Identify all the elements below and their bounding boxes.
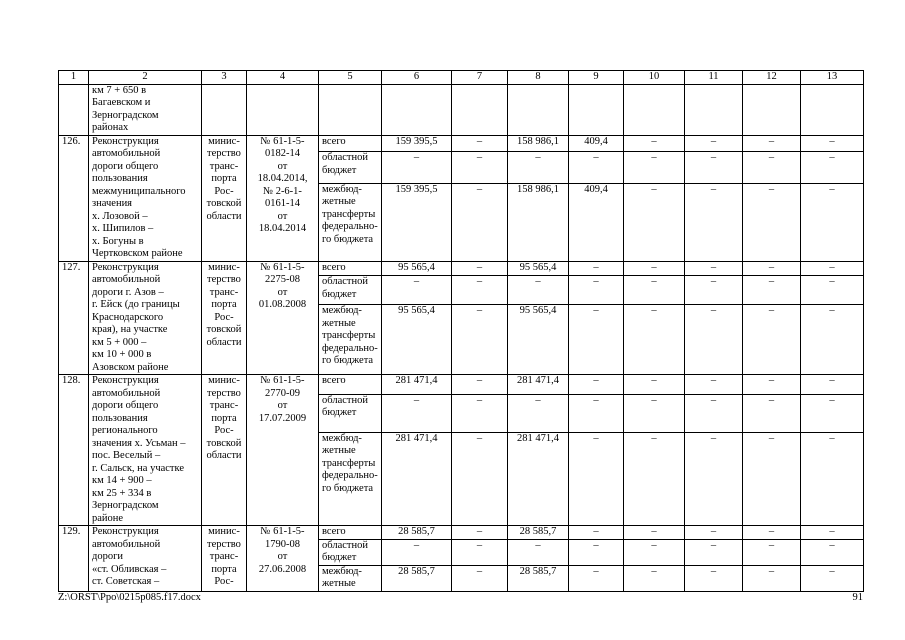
amount-cell: – — [508, 152, 569, 184]
amount-cell: – — [624, 432, 685, 525]
amount-cell: 281 471,4 — [508, 432, 569, 525]
amount-cell: – — [452, 152, 508, 184]
amount-cell: 409,4 — [569, 135, 624, 152]
amount-cell: – — [452, 432, 508, 525]
column-number: 3 — [202, 71, 247, 85]
funding-source-cell: областной бюджет — [319, 539, 382, 565]
amount-cell: – — [743, 305, 801, 375]
amount-cell: – — [801, 539, 864, 565]
amount-cell: – — [685, 375, 743, 395]
executor-cell: минис- терство транс- порта Рос- товской области — [202, 135, 247, 261]
amount-cell: – — [624, 152, 685, 184]
amount-cell: – — [624, 375, 685, 395]
funding-source-cell: всего — [319, 135, 382, 152]
column-number: 5 — [319, 71, 382, 85]
amount-cell: – — [624, 526, 685, 540]
amount-cell: – — [743, 276, 801, 305]
amount-cell: – — [569, 539, 624, 565]
amount-cell: – — [801, 183, 864, 261]
column-number: 6 — [382, 71, 452, 85]
table-row — [59, 261, 864, 276]
amount-cell: – — [624, 305, 685, 375]
table-row — [59, 375, 864, 395]
row-number-cell: 126. — [59, 135, 89, 261]
empty-cell — [624, 84, 685, 135]
amount-cell: – — [801, 394, 864, 432]
column-number: 4 — [247, 71, 319, 85]
funding-source-cell: всего — [319, 261, 382, 276]
amount-cell: – — [452, 565, 508, 591]
amount-cell: – — [624, 261, 685, 276]
funding-source-cell: областной бюджет — [319, 276, 382, 305]
amount-cell: – — [382, 276, 452, 305]
amount-cell: 409,4 — [569, 183, 624, 261]
amount-cell: – — [743, 526, 801, 540]
column-number: 13 — [801, 71, 864, 85]
amount-cell: 159 395,5 — [382, 135, 452, 152]
executor-cell: минис- терство транс- порта Рос- товской области — [202, 375, 247, 526]
amount-cell: – — [685, 152, 743, 184]
amount-cell: 158 986,1 — [508, 135, 569, 152]
amount-cell: – — [508, 539, 569, 565]
empty-cell — [319, 84, 382, 135]
amount-cell: – — [569, 432, 624, 525]
table-row — [59, 84, 864, 135]
amount-cell: – — [452, 539, 508, 565]
amount-cell: – — [569, 261, 624, 276]
amount-cell: – — [624, 276, 685, 305]
amount-cell: – — [743, 539, 801, 565]
funding-source-cell: межбюд- жетные трансферты федерально- го бюджета — [319, 305, 382, 375]
amount-cell: – — [801, 261, 864, 276]
funding-source-cell: всего — [319, 375, 382, 395]
object-name-cell: Реконструкция автомобильной дороги общего пользования регионального значения х. Усьман – пос. Веселый – г. Сальск, на участке км 14 + 900 – км 25 + 334 в Зерноградском районе — [89, 375, 202, 526]
amount-cell: 159 395,5 — [382, 183, 452, 261]
amount-cell: – — [685, 565, 743, 591]
object-name-cell: км 7 + 650 в Багаевском и Зерноградском районах — [89, 84, 202, 135]
object-name-cell: Реконструкция автомобильной дороги общего пользования межмуниципального значения х. Лозовой – х. Шипилов – х. Богуны в Чертковском районе — [89, 135, 202, 261]
amount-cell: – — [801, 135, 864, 152]
amount-cell: – — [508, 394, 569, 432]
amount-cell: – — [801, 276, 864, 305]
column-number-row — [59, 71, 864, 85]
document-cell: № 61-1-5- 0182-14 от 18.04.2014, № 2-6-1- 0161-14 от 18.04.2014 — [247, 135, 319, 261]
amount-cell: – — [743, 261, 801, 276]
amount-cell: – — [624, 565, 685, 591]
amount-cell: – — [801, 526, 864, 540]
amount-cell: – — [685, 305, 743, 375]
amount-cell: – — [685, 135, 743, 152]
amount-cell: – — [452, 526, 508, 540]
amount-cell: – — [743, 375, 801, 395]
document-cell: № 61-1-5- 2275-08 от 01.08.2008 — [247, 261, 319, 375]
empty-cell — [801, 84, 864, 135]
amount-cell: – — [569, 152, 624, 184]
amount-cell: – — [452, 375, 508, 395]
amount-cell: 95 565,4 — [382, 261, 452, 276]
amount-cell: – — [452, 135, 508, 152]
amount-cell: 281 471,4 — [508, 375, 569, 395]
amount-cell: – — [743, 432, 801, 525]
amount-cell: – — [569, 375, 624, 395]
amount-cell: – — [743, 565, 801, 591]
amount-cell: – — [382, 539, 452, 565]
footer-file-path: Z:\ORST\Ppo\0215p085.f17.docx — [58, 592, 201, 603]
amount-cell: – — [685, 526, 743, 540]
amount-cell: – — [685, 539, 743, 565]
empty-cell — [508, 84, 569, 135]
amount-cell: – — [382, 152, 452, 184]
amount-cell: – — [743, 183, 801, 261]
funding-source-cell: областной бюджет — [319, 152, 382, 184]
column-number: 1 — [59, 71, 89, 85]
row-number-cell: 129. — [59, 526, 89, 592]
amount-cell: – — [801, 565, 864, 591]
amount-cell: – — [743, 135, 801, 152]
program-table — [58, 70, 864, 592]
amount-cell: 281 471,4 — [382, 375, 452, 395]
amount-cell: – — [569, 276, 624, 305]
amount-cell: – — [624, 183, 685, 261]
amount-cell: – — [569, 526, 624, 540]
amount-cell: – — [801, 305, 864, 375]
amount-cell: 95 565,4 — [508, 261, 569, 276]
amount-cell: – — [569, 565, 624, 591]
row-number-cell: 128. — [59, 375, 89, 526]
object-name-cell: Реконструкция автомобильной дороги г. Азов – г. Ейск (до границы Краснодарского края), на участке км 5 + 000 – км 10 + 000 в Азовском районе — [89, 261, 202, 375]
amount-cell: 158 986,1 — [508, 183, 569, 261]
funding-source-cell: всего — [319, 526, 382, 540]
amount-cell: – — [452, 261, 508, 276]
document-cell: № 61-1-5- 2770-09 от 17.07.2009 — [247, 375, 319, 526]
executor-cell: минис- терство транс- порта Рос- — [202, 526, 247, 592]
amount-cell: – — [452, 394, 508, 432]
amount-cell: 95 565,4 — [508, 305, 569, 375]
amount-cell: – — [452, 183, 508, 261]
empty-cell — [382, 84, 452, 135]
amount-cell: – — [382, 394, 452, 432]
amount-cell: – — [685, 394, 743, 432]
column-number: 11 — [685, 71, 743, 85]
amount-cell: 28 585,7 — [508, 565, 569, 591]
amount-cell: – — [685, 261, 743, 276]
amount-cell: – — [624, 135, 685, 152]
amount-cell: 95 565,4 — [382, 305, 452, 375]
amount-cell: 28 585,7 — [508, 526, 569, 540]
amount-cell: – — [452, 305, 508, 375]
amount-cell: – — [801, 375, 864, 395]
row-number-cell: 127. — [59, 261, 89, 375]
empty-cell — [685, 84, 743, 135]
column-number: 8 — [508, 71, 569, 85]
object-name-cell: Реконструкция автомобильной дороги «ст. Обливская – ст. Советская – — [89, 526, 202, 592]
executor-cell: минис- терство транс- порта Рос- товской области — [202, 261, 247, 375]
amount-cell: – — [801, 152, 864, 184]
column-number: 9 — [569, 71, 624, 85]
amount-cell: – — [508, 276, 569, 305]
empty-cell — [247, 84, 319, 135]
empty-cell — [202, 84, 247, 135]
empty-cell — [59, 84, 89, 135]
footer-page-number: 91 — [852, 592, 863, 603]
amount-cell: – — [743, 394, 801, 432]
funding-source-cell: областной бюджет — [319, 394, 382, 432]
funding-source-cell: межбюд- жетные трансферты федерально- го бюджета — [319, 432, 382, 525]
amount-cell: – — [569, 305, 624, 375]
table-row — [59, 526, 864, 540]
amount-cell: – — [569, 394, 624, 432]
column-number: 12 — [743, 71, 801, 85]
amount-cell: 281 471,4 — [382, 432, 452, 525]
column-number: 10 — [624, 71, 685, 85]
amount-cell: 28 585,7 — [382, 565, 452, 591]
amount-cell: – — [685, 183, 743, 261]
amount-cell: – — [685, 276, 743, 305]
amount-cell: 28 585,7 — [382, 526, 452, 540]
amount-cell: – — [624, 539, 685, 565]
amount-cell: – — [685, 432, 743, 525]
table-row — [59, 135, 864, 152]
empty-cell — [569, 84, 624, 135]
funding-source-cell: межбюд- жетные — [319, 565, 382, 591]
amount-cell: – — [743, 152, 801, 184]
amount-cell: – — [452, 276, 508, 305]
amount-cell: – — [801, 432, 864, 525]
empty-cell — [452, 84, 508, 135]
column-number: 7 — [452, 71, 508, 85]
amount-cell: – — [624, 394, 685, 432]
document-cell: № 61-1-5- 1790-08 от 27.06.2008 — [247, 526, 319, 592]
column-number: 2 — [89, 71, 202, 85]
empty-cell — [743, 84, 801, 135]
funding-source-cell: межбюд- жетные трансферты федерально- го бюджета — [319, 183, 382, 261]
